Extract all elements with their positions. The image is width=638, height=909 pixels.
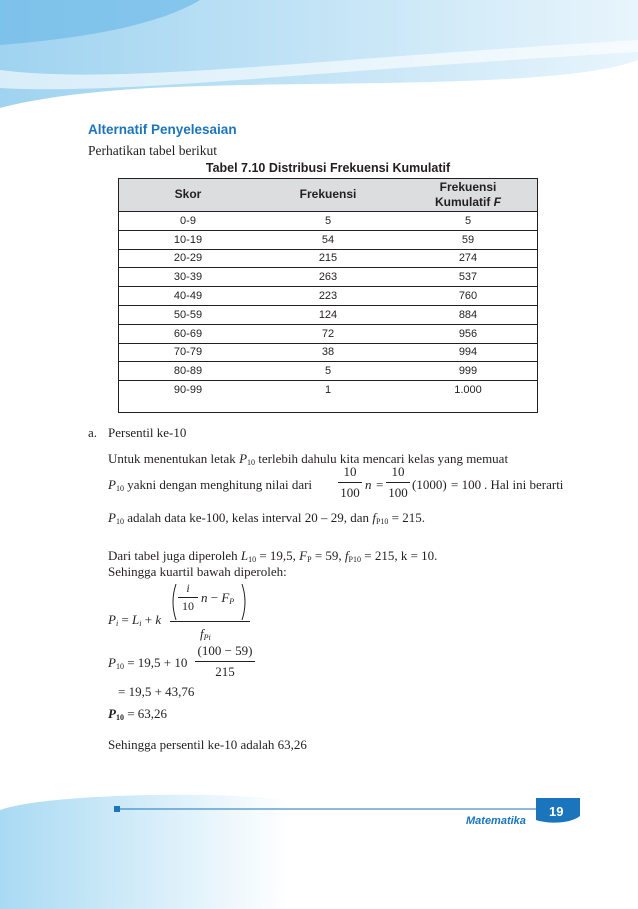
frac-num: i [186,581,190,595]
frac-den: 215 [215,664,235,679]
calc1-text: = 19,5 + 10 [127,655,188,670]
sub-P10: P10 [375,517,389,526]
header-kumulatif-line1: Frekuensi [439,179,497,194]
cell-skor: 60-69 [118,324,258,343]
fraction-i-10 [178,581,198,614]
sub-P: P [307,555,312,564]
table-row [118,230,538,249]
formula-denominator [200,626,211,642]
solution-heading: Alternatif Penyelesaian [88,122,237,137]
header-kumulatif-var: F [493,194,502,209]
result-100: = 100 [451,477,482,492]
var-k: k [155,612,162,627]
header-decoration [0,0,638,115]
formula-numerator [201,590,234,606]
line4-fp: = 59, [314,548,342,563]
line2-mid: yakni dengan menghitung nilai dari [127,477,313,492]
frac-den: 100 [340,485,360,500]
table-row [118,343,538,362]
item-a-line4 [108,548,437,564]
table-row [118,268,538,287]
calc-result [108,706,167,722]
table-row [118,287,538,306]
cell-frekuensi: 38 [258,343,398,362]
cell-frekuensi: 124 [258,305,398,324]
sub-i: i [115,619,119,628]
table-row [118,249,538,268]
sub-10: 10 [115,484,124,493]
var-L: L [240,548,249,563]
cell-frekuensi: 215 [258,249,398,268]
page-number: 19 [549,804,564,819]
var-F: F [299,548,308,563]
cell-skor: 90-99 [118,381,258,399]
frac-num: (100 − 59) [197,643,253,658]
sub-P: P [229,597,235,606]
calc-fraction [195,643,255,680]
cell-kumulatif: 999 [398,362,538,381]
line1-end: terlebih dahulu kita mencari kelas yang memuat [258,451,509,466]
eq-sign: = [121,612,129,627]
frac-den: 100 [388,485,408,500]
sub-10: 10 [248,555,257,564]
cell-skor: 70-79 [118,343,258,362]
cell-kumulatif: 5 [464,214,472,227]
line3-mid: adalah data ke-100, kelas interval 20 – 29, dan [127,510,370,525]
var-P: P [108,477,116,492]
fraction-10-100 [338,464,362,501]
cell-kumulatif: 1.000 [398,381,538,399]
plus-sign: + [144,612,153,627]
header-kumulatif [398,178,538,212]
table-row [118,212,538,231]
table-row [118,324,538,343]
var-P: P [108,655,116,670]
line2-end: . Hal ini berarti [484,477,564,492]
line4-end: = 215, k = 10. [364,548,438,563]
cell-frekuensi: 72 [258,324,398,343]
cell-skor: 20-29 [118,249,258,268]
eq-sign: = [376,477,384,492]
var-F: F [221,590,230,605]
conclusion-text: Sehingga persentil ke-10 adalah 63,26 [108,737,307,752]
item-a-line1 [108,451,563,467]
intro-text: Perhatikan tabel berikut [88,143,217,158]
frac-den: 10 [182,599,194,613]
var-f: f [200,626,204,641]
var-f: f [344,548,349,563]
value-1000: (1000) [412,477,447,492]
calc-lhs [108,655,187,671]
var-f: f [372,510,376,525]
fraction-10-100-b [386,464,410,501]
sub-10: 10 [115,713,124,722]
frequency-table [118,178,538,399]
line4-start: Dari tabel juga diperoleh [108,548,238,563]
item-a-line2-start [108,477,312,493]
calc-step2: = 19,5 + 43,76 [118,684,195,699]
table-row [118,381,538,399]
item-a-line5: Sehingga kuartil bawah diperoleh: [108,564,287,579]
line3-end: = 215. [391,510,425,525]
cell-skor: 30-39 [118,268,258,287]
var-P: P [108,706,116,721]
header-kumulatif-line2: Kumulatif [434,194,491,209]
sub-10: 10 [247,458,256,467]
header-frekuensi: Frekuensi [258,178,398,212]
frac-num: 10 [343,464,357,479]
var-n: n [201,590,208,605]
cell-frekuensi: 263 [258,268,398,287]
sub-10: 10 [115,662,124,671]
result-value: = 63,26 [127,706,168,721]
cell-skor: 50-59 [118,305,258,324]
var-L: L [132,612,140,627]
var-P: P [108,510,116,525]
frac-num: 10 [391,464,405,479]
table-row [118,305,538,324]
cell-frekuensi: 5 [324,214,332,227]
cell-frekuensi: 5 [258,362,398,381]
cell-frekuensi: 54 [258,230,398,249]
cell-kumulatif: 537 [398,268,538,287]
sub-P10: P10 [348,555,361,564]
header-skor: Skor [118,178,258,212]
var-n: n [365,477,372,492]
cell-kumulatif: 956 [398,324,538,343]
table-row [118,362,538,381]
var-P: P [108,612,116,627]
cell-skor: 80-89 [118,362,258,381]
item-a-title: Persentil ke-10 [108,425,187,440]
footer-title: Matematika [466,815,526,827]
sub-i: i [139,619,142,628]
var-P: P [239,451,248,466]
footer-decoration [0,790,638,909]
cell-frekuensi: 223 [258,287,398,306]
item-a-line3 [108,510,425,526]
cell-kumulatif: 994 [398,343,538,362]
cell-kumulatif: 884 [398,305,538,324]
sub-Pi: Pi [203,633,211,642]
formula-lhs [108,612,161,628]
line1-text: Untuk menentukan letak [108,451,236,466]
line4-vals: = 19,5, [259,548,296,563]
cell-kumulatif: 274 [398,249,538,268]
cell-skor: 0-9 [180,214,196,227]
item-a-label: a. [88,425,98,440]
cell-frekuensi: 1 [258,381,398,399]
cell-skor: 10-19 [118,230,258,249]
minus-sign: − [210,590,219,605]
cell-skor: 40-49 [118,287,258,306]
cell-kumulatif: 59 [398,230,538,249]
table-caption: Tabel 7.10 Distribusi Frekuensi Kumulatif [205,161,451,175]
sub-10: 10 [115,517,124,526]
cell-kumulatif: 760 [398,287,538,306]
